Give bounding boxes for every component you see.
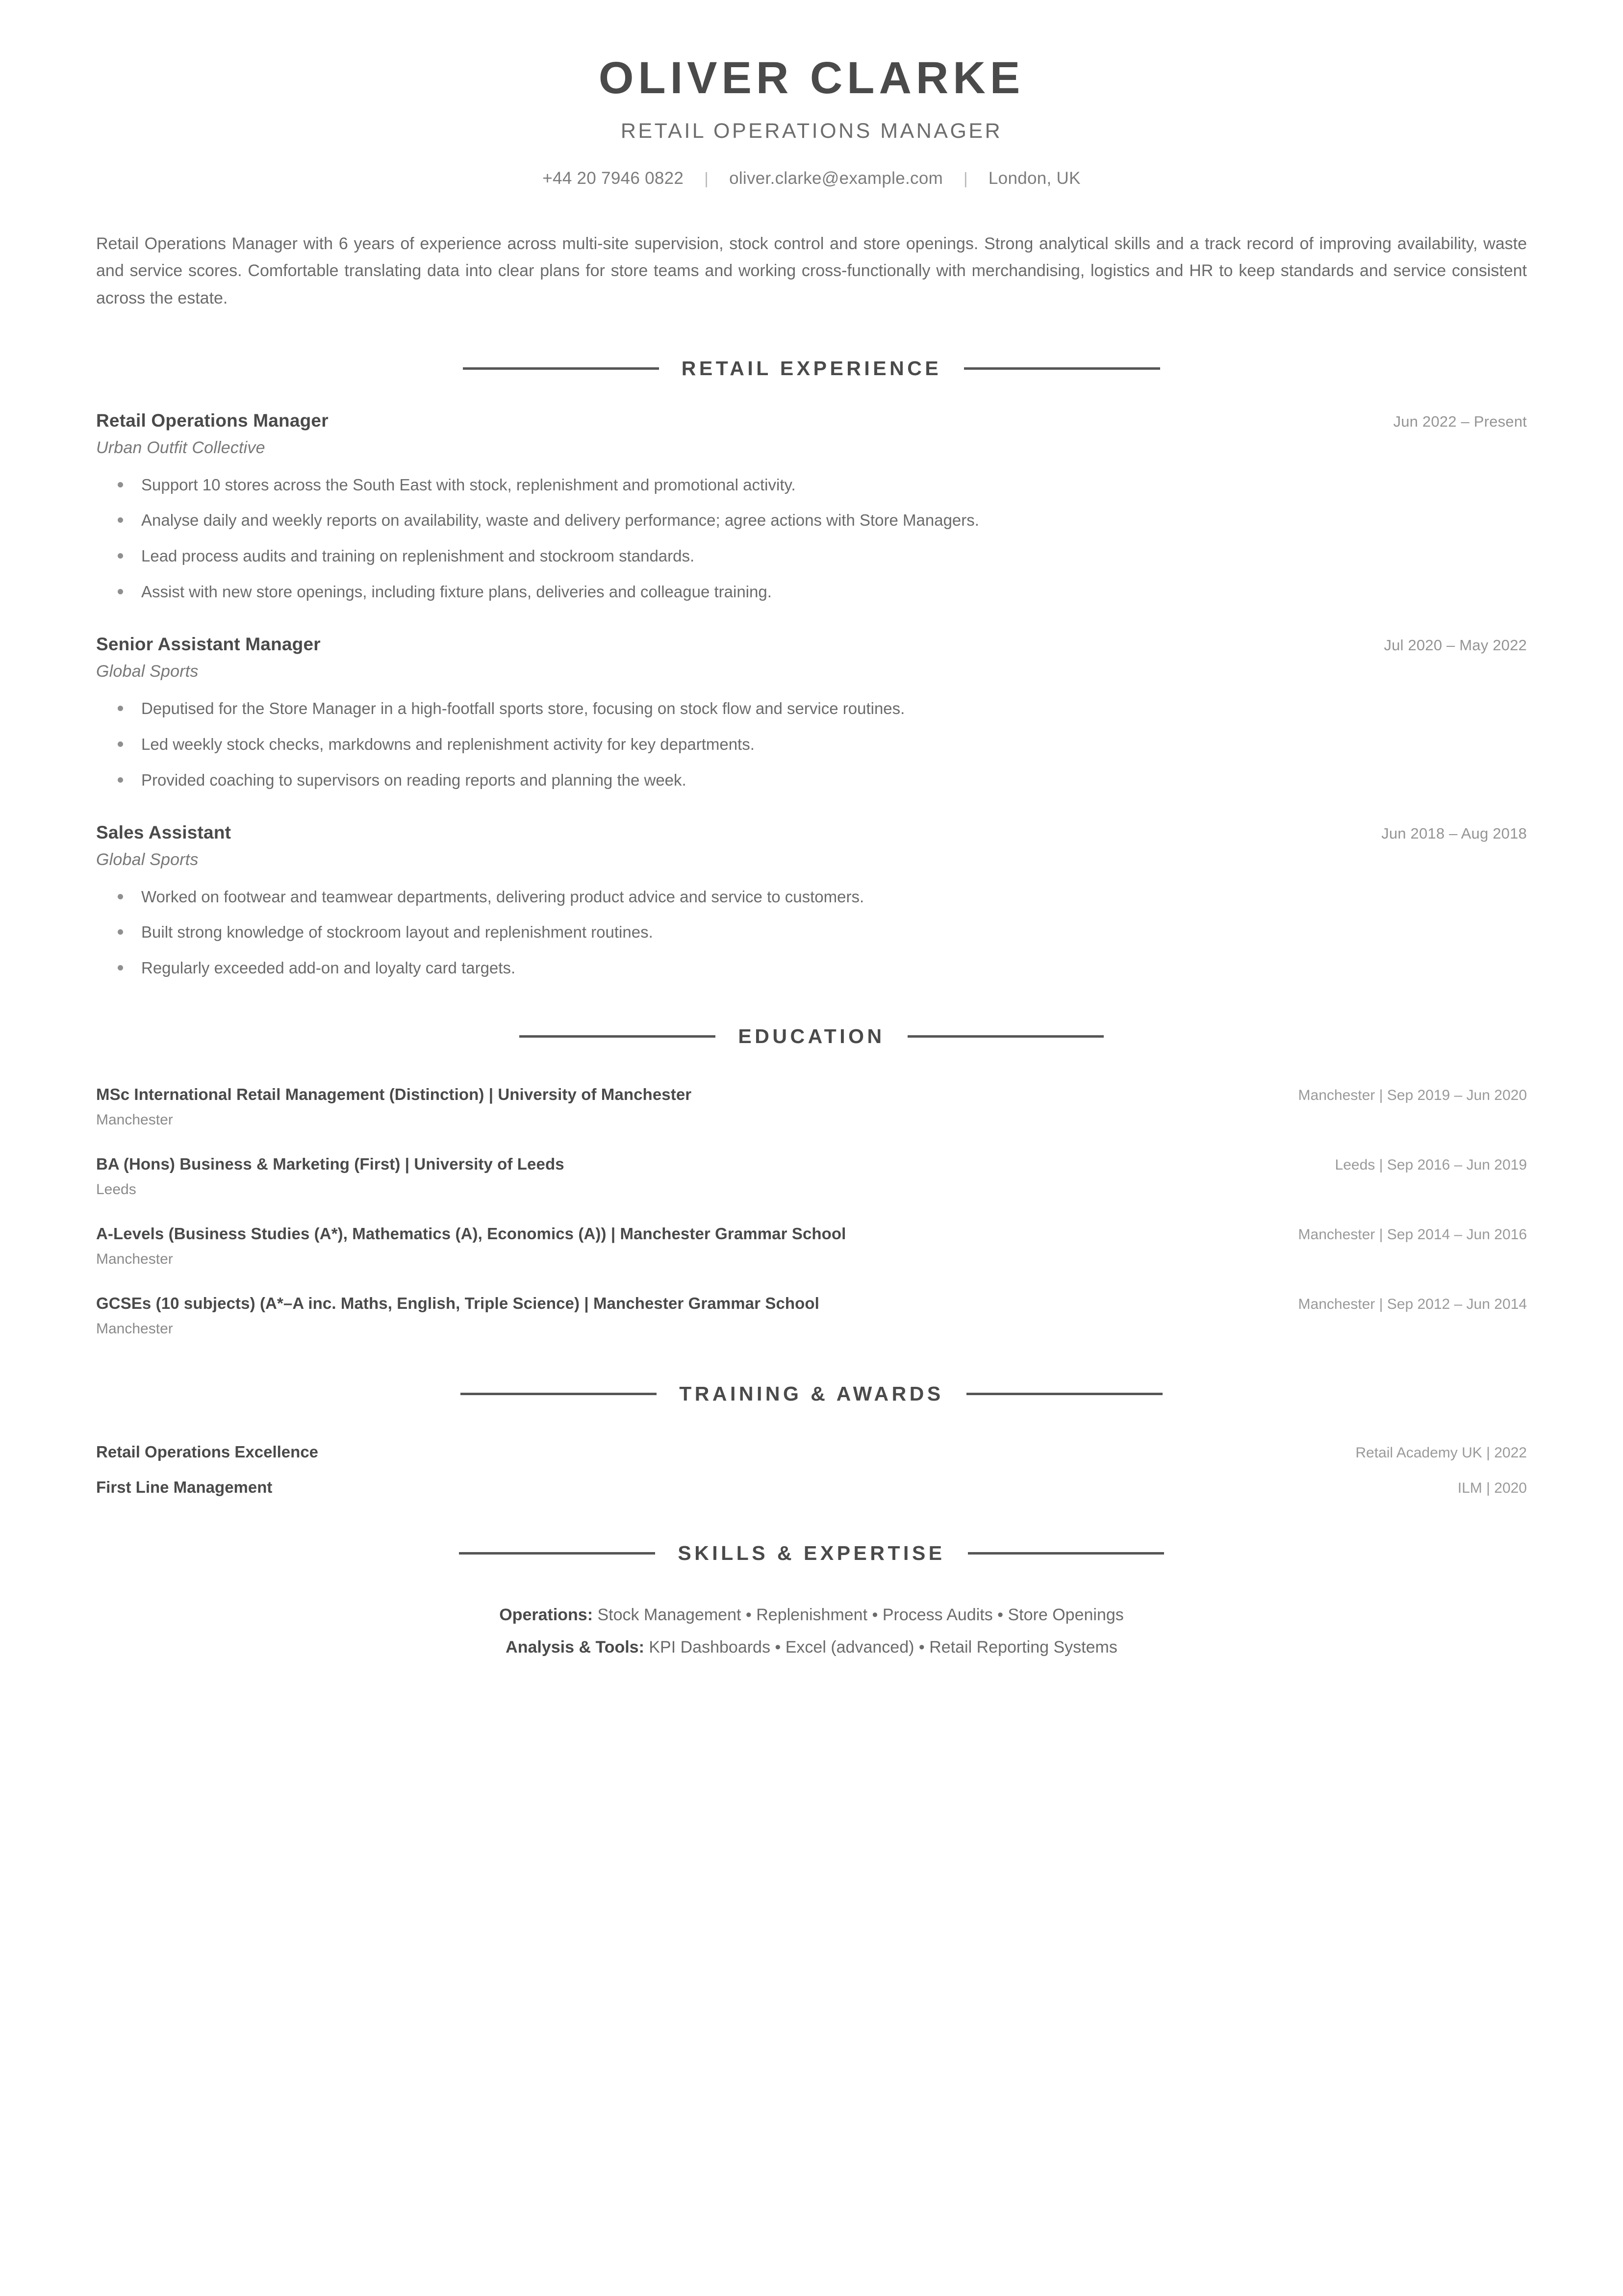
list-item (96, 473, 1527, 497)
bullet-dot-icon (118, 482, 123, 487)
education-item (96, 1225, 1527, 1268)
skills-category-values: Stock Management • Replenishment • Process Audits • Store Openings (597, 1606, 1124, 1625)
experience-heading-row (96, 634, 1527, 655)
contact-separator-2: | (964, 169, 968, 188)
contact-line (96, 169, 1527, 188)
education-location: Manchester (96, 1321, 173, 1337)
experience-bullets (96, 473, 1527, 604)
education-meta: Leeds | Sep 2016 – Jun 2019 (1335, 1157, 1527, 1174)
skills-row (96, 1603, 1527, 1627)
experience-item (96, 634, 1527, 792)
experience-list (96, 410, 1527, 980)
education-heading-row (96, 1155, 1527, 1174)
bullet-text: Built strong knowledge of stockroom layout and replenishment routines. (141, 923, 653, 942)
list-item (96, 733, 1527, 756)
bullet-text: Deputised for the Store Manager in a high-footfall sports store, focusing on stock flow and service routines. (141, 699, 905, 717)
section-title-skills: SKILLS & EXPERTISE (678, 1542, 945, 1565)
experience-company: Global Sports (96, 850, 199, 869)
section-rule-right (964, 367, 1160, 370)
bullet-dot-icon (118, 589, 123, 594)
list-item (96, 920, 1527, 944)
education-location: Manchester (96, 1112, 173, 1128)
skills-list (96, 1603, 1527, 1659)
experience-dates: Jul 2020 – May 2022 (1384, 636, 1527, 654)
education-item (96, 1294, 1527, 1337)
education-item (96, 1085, 1527, 1128)
bullet-text: Regularly exceeded add-on and loyalty card targets. (141, 959, 516, 977)
education-degree: GCSEs (10 subjects) (A*–A inc. Maths, English, Triple Science) | Manchester Grammar School (96, 1294, 819, 1313)
experience-company: Global Sports (96, 662, 199, 681)
experience-item (96, 410, 1527, 604)
section-header-training (96, 1382, 1527, 1405)
contact-separator-1: | (704, 169, 709, 188)
section-rule-left (463, 367, 659, 370)
experience-dates: Jun 2018 – Aug 2018 (1381, 824, 1527, 842)
training-name: First Line Management (96, 1478, 273, 1497)
section-rule-right (966, 1393, 1163, 1395)
list-item (96, 544, 1527, 568)
bullet-dot-icon (118, 894, 123, 899)
bullet-dot-icon (118, 929, 123, 935)
education-heading-row (96, 1085, 1527, 1104)
training-meta: Retail Academy UK | 2022 (1355, 1445, 1527, 1461)
experience-company: Urban Outfit Collective (96, 438, 265, 457)
bullet-text: Led weekly stock checks, markdowns and replenishment activity for key departments. (141, 735, 755, 753)
bullet-dot-icon (118, 553, 123, 559)
education-meta: Manchester | Sep 2014 – Jun 2016 (1298, 1226, 1527, 1243)
education-degree: MSc International Retail Management (Distinction) | University of Manchester (96, 1085, 692, 1104)
section-rule-right (908, 1035, 1104, 1038)
list-item (96, 509, 1527, 532)
experience-dates: Jun 2022 – Present (1393, 412, 1527, 430)
skills-category-values: KPI Dashboards • Excel (advanced) • Retail Reporting Systems (649, 1638, 1117, 1657)
education-heading-row (96, 1294, 1527, 1313)
bullet-dot-icon (118, 777, 123, 783)
bullet-dot-icon (118, 741, 123, 747)
training-name: Retail Operations Excellence (96, 1443, 319, 1461)
section-title-education: EDUCATION (738, 1025, 885, 1048)
bullet-text: Provided coaching to supervisors on reading reports and planning the week. (141, 770, 686, 789)
education-heading-row (96, 1225, 1527, 1243)
skills-category-label: Operations: (499, 1606, 593, 1625)
list-item (96, 885, 1527, 909)
education-location: Leeds (96, 1181, 136, 1198)
skills-row (96, 1635, 1527, 1659)
contact-location: London, UK (988, 169, 1081, 188)
training-item (96, 1478, 1527, 1497)
section-header-experience (96, 357, 1527, 380)
education-item (96, 1155, 1527, 1198)
bullet-text: Lead process audits and training on replenishment and stockroom standards. (141, 547, 695, 565)
candidate-job-title: RETAIL OPERATIONS MANAGER (620, 119, 1003, 143)
section-header-education (96, 1025, 1527, 1048)
education-list (96, 1085, 1527, 1337)
section-title-experience: RETAIL EXPERIENCE (681, 357, 942, 380)
professional-summary: Retail Operations Manager with 6 years of experience across multi-site supervision, stock control and store openings. Strong analytical skills and a track record of improving availability, waste and service scores. Comfortable translating data into clear plans for store teams and working cross-functionally with merchandising, logistics and HR to keep standards and service consistent across the estate. (96, 234, 1527, 307)
section-header-skills (96, 1542, 1527, 1565)
section-rule-left (459, 1552, 655, 1555)
list-item (96, 768, 1527, 792)
resume-header (96, 54, 1527, 188)
experience-job-title: Sales Assistant (96, 822, 231, 842)
section-rule-right (968, 1552, 1164, 1555)
experience-bullets (96, 885, 1527, 980)
section-title-training: TRAINING & AWARDS (679, 1382, 944, 1405)
bullet-dot-icon (118, 517, 123, 523)
bullet-text: Assist with new store openings, including fixture plans, deliveries and colleague training. (141, 583, 772, 601)
section-rule-left (519, 1035, 715, 1038)
skills-category-label: Analysis & Tools: (506, 1638, 644, 1657)
education-degree: BA (Hons) Business & Marketing (First) | University of Leeds (96, 1155, 564, 1174)
list-item (96, 956, 1527, 980)
list-item (96, 580, 1527, 604)
candidate-name: OLIVER CLARKE (598, 53, 1025, 103)
bullet-text: Worked on footwear and teamwear departments, delivering product advice and service to customers. (141, 887, 864, 906)
list-item (96, 697, 1527, 720)
education-meta: Manchester | Sep 2019 – Jun 2020 (1298, 1087, 1527, 1104)
education-degree: A-Levels (Business Studies (A*), Mathematics (A), Economics (A)) | Manchester Grammar School (96, 1225, 846, 1243)
section-rule-left (460, 1393, 657, 1395)
training-meta: ILM | 2020 (1457, 1480, 1527, 1497)
training-list (96, 1443, 1527, 1497)
experience-bullets (96, 697, 1527, 792)
experience-item (96, 822, 1527, 980)
experience-job-title: Senior Assistant Manager (96, 634, 321, 654)
bullet-dot-icon (118, 706, 123, 711)
bullet-dot-icon (118, 965, 123, 970)
education-meta: Manchester | Sep 2012 – Jun 2014 (1298, 1296, 1527, 1313)
bullet-text: Support 10 stores across the South East with stock, replenishment and promotional activity. (141, 475, 796, 494)
experience-heading-row (96, 410, 1527, 431)
contact-email: oliver.clarke@example.com (729, 169, 943, 188)
education-location: Manchester (96, 1251, 173, 1268)
bullet-text: Analyse daily and weekly reports on availability, waste and delivery performance; agree actions with Store Managers. (141, 511, 979, 530)
contact-phone: +44 20 7946 0822 (542, 169, 684, 188)
experience-job-title: Retail Operations Manager (96, 410, 329, 431)
experience-heading-row (96, 822, 1527, 843)
training-item (96, 1443, 1527, 1461)
